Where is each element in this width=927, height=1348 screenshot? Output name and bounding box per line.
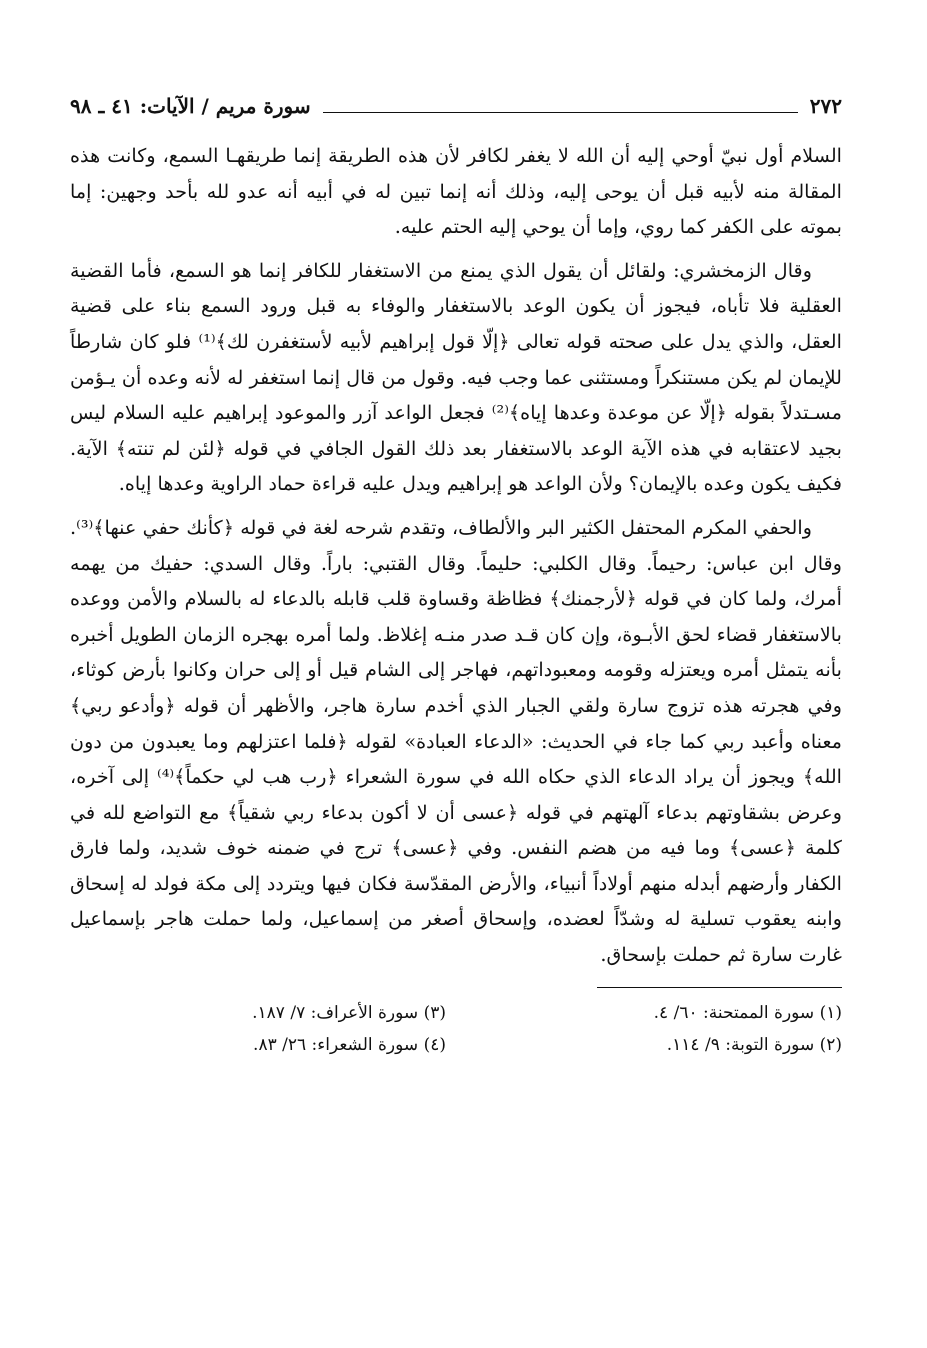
paragraph-2: وقال الزمخشري: ولقائل أن يقول الذي يمنع من الاستغفار للكافر إنما هو السمع، فأما القضية العقلية فلا تأباه، فيجوز أن يكون الوعد بالاستغفار والوفاء به قبل ورود السمع بناء على قضية العقل، والذي يدل على صحته قوله تعالى ﴿إلّا قول إبراهيم لأبيه لأستغفرن لك﴾⁽¹⁾ فلو كان شارطاً للإيمان لم يكن مستنكراً ومستثنى عما وجب فيه. وقول من قال إنما استغفر له لأنه وعده أن يـؤمن مسـتدلاً بقوله ﴿إلّا عن موعدة وعدها إياه﴾⁽²⁾ فجعل الواعد آزر والموعود إبراهيم عليه السلام ليس بجيد لاعتقابه في هذه الآية الوعد بالاستغفار بعد ذلك القول الجافي في قوله ﴿لئن لم تنته﴾ الآية. فكيف يكون وعده بالإيمان؟ ولأن الواعد هو إبراهيم ويدل عليه قراءة حماد الراوية وعدها إياه. [70, 258, 843, 496]
running-title: سورة مريم / الآيات: ٤١ ـ ٩٨ [70, 94, 311, 118]
page-number: ٢٧٢ [809, 94, 842, 118]
footnotes [70, 998, 842, 1060]
footnote-1: (١) سورة الممتحنة: ٦٠/ ٤. [653, 1002, 842, 1023]
book-page [70, 92, 842, 1060]
footnote-rule [597, 987, 842, 988]
body-text [70, 138, 842, 973]
paragraph-1: السلام أول نبيّ أوحي إليه أن الله لا يغفر لكافر لأن هذه الطريقة إنما طريقهـا السمع، وكانت هذه المقالة منه لأبيه قبل أن يوحى إليه، وذلك أنه إنما تبين له في أبيه أنه عدو لله بأحد وجهين: إما بموته على الكفر كما روي، وإما أن يوحي إليه الحتم عليه. [70, 144, 842, 239]
paragraph-3: والحفي المكرم المحتفل الكثير البر والألطاف، وتقدم شرحه لغة في قوله ﴿كأنك حفي عنها﴾⁽³⁾. وقال ابن عباس: رحيماً. وقال الكلبي: حليماً. وقال القتبي: باراً. وقال السدي: حفيك من يهمه أمرك، ولما كان في قوله ﴿لأرجمنك﴾ فظاظة وقساوة قلب قابله بالدعاء له بالسلام والأمن ووعده بالاستغفار قضاء لحق الأبـوة، وإن كان قـد صدر منـه إغلاظ. ولما أمره بهجره الزمان الطويل أخبره بأنه يتمثل أمره ويعتزله وقومه ومعبوداتهم، فهاجر إلى الشام قيل أو إلى حران وكانوا بأرض كوثاء، وفي هجرته هذه تزوج سارة ولقي الجبار الذي أخدم سارة هاجر، والأظهر أن قوله ﴿وأدعو ربي﴾ معناه وأعبد ربي كما جاء في الحديث: «الدعاء العبادة» لقوله ﴿فلما اعتزلهم وما يعبدون من دون الله﴾ ويجوز أن يراد الدعاء الذي حكاه الله في سورة الشعراء ﴿رب هب لي حكماً﴾⁽⁴⁾ إلى آخره، وعرض بشقاوتهم بدعاء آلهتهم في قوله ﴿عسى أن لا أكون بدعاء ربي شقياً﴾ مع التواضع لله في كلمة ﴿عسى﴾ وما فيه من هضم النفس. وفي ﴿عسى﴾ ترج في ضمنه خوف شديد، ولما فارق الكفار وأرضهم أبدله منهم أولاداً أنبياء، والأرض المقدّسة فكان فيها ويتردد إلى مكة فولد له إسحاق وابنه يعقوب تسلية له وشدّاً لعضده، وإسحاق أصغر من إسماعيل، ولما حملت هاجر بإسماعيل غارت سارة ثم حملت بإسحاق. [70, 515, 842, 967]
footnote-4: (٤) سورة الشعراء: ٢٦/ ٨٣. [253, 1034, 446, 1055]
header-rule [323, 112, 798, 113]
footnote-2: (٢) سورة التوبة: ٩/ ١١٤. [666, 1034, 842, 1055]
page-header [70, 92, 842, 120]
footnote-3: (٣) سورة الأعراف: ٧/ ١٨٧. [252, 1002, 446, 1023]
